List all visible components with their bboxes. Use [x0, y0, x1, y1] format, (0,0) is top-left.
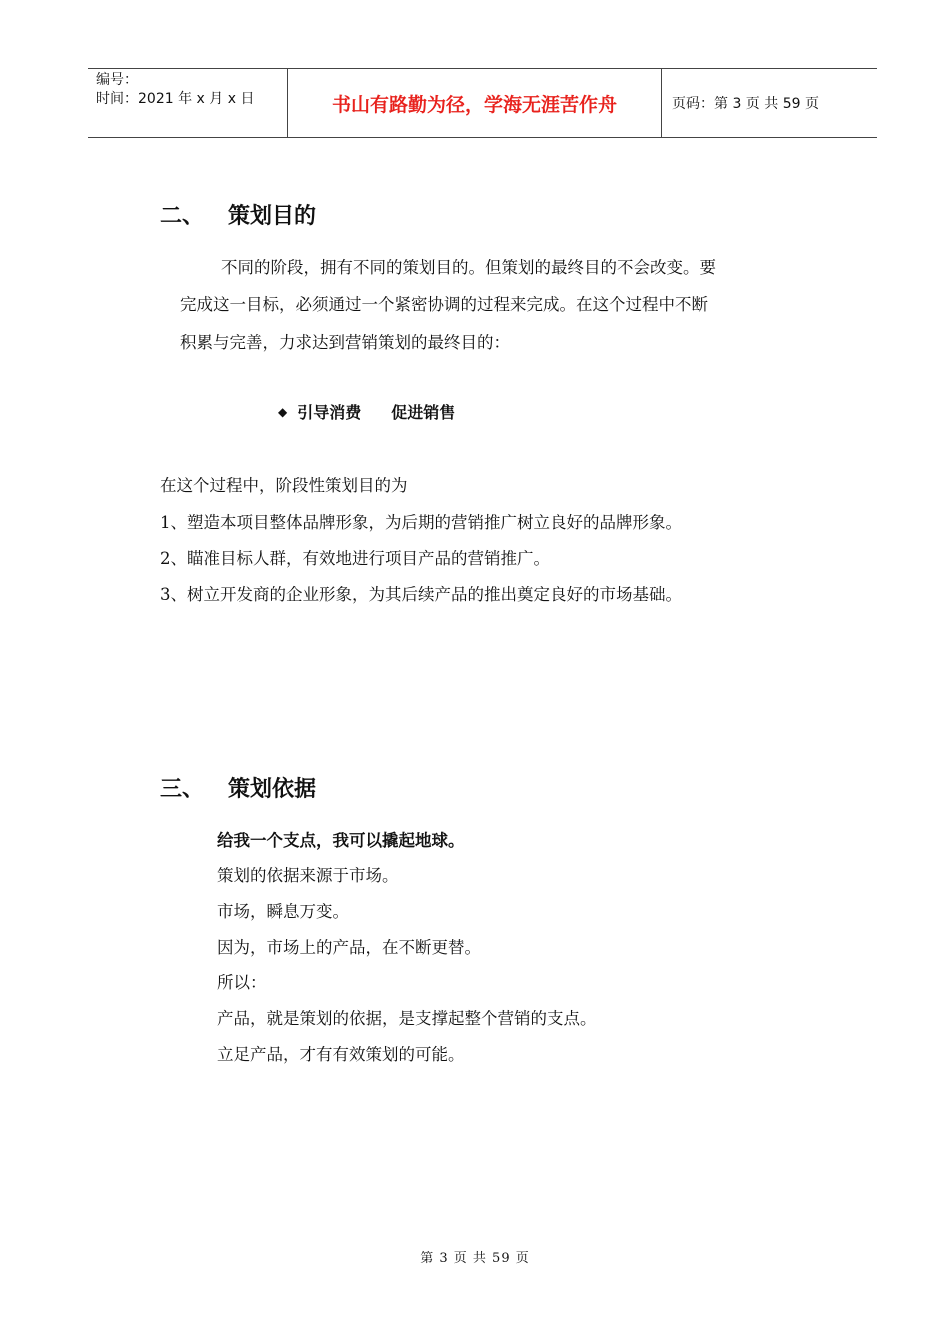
section-2-title: 策划目的	[228, 204, 317, 229]
bullet-text-a: 引导消费	[297, 403, 362, 422]
section-3-line: 产品，就是策划的依据，是支撑起整个营销的支点。	[217, 1009, 597, 1028]
page-footer: 第 3 页 共 59 页	[420, 1251, 530, 1266]
header-page-info: 页码：第 3 页 共 59 页	[672, 96, 819, 112]
section-3-line: 策划的依据来源于市场。	[217, 866, 399, 885]
header-meta	[88, 69, 288, 137]
section-2-para-line: 完成这一目标，必须通过一个紧密协调的过程来完成。在这个过程中不断	[180, 295, 708, 314]
section-3-title: 策划依据	[228, 777, 317, 802]
list-item: 2、瞄准目标人群，有效地进行项目产品的营销推广。	[160, 549, 550, 568]
header-motto: 书山有路勤为径，学海无涯苦作舟	[288, 69, 662, 137]
section-3-lead: 给我一个支点，我可以撬起地球。	[217, 831, 465, 850]
section-3-line: 因为，市场上的产品，在不断更替。	[217, 938, 481, 957]
section-3-line: 所以：	[217, 973, 267, 992]
section-3-heading	[160, 772, 316, 803]
section-2-heading	[160, 199, 316, 230]
section-2-number: 二、	[160, 204, 205, 229]
header-number-label: 编号：	[96, 72, 138, 88]
section-3-line: 市场，瞬息万变。	[217, 902, 349, 921]
header-date: 时间：2021 年 x 月 x 日	[96, 91, 255, 107]
section-2-intro: 在这个过程中，阶段性策划目的为	[160, 476, 408, 495]
list-item: 1、塑造本项目整体品牌形象，为后期的营销推广树立良好的品牌形象。	[160, 513, 682, 532]
section-2-para-line: 不同的阶段，拥有不同的策划目的。但策划的最终目的不会改变。要	[221, 258, 716, 277]
bullet-text-b: 促进销售	[391, 403, 456, 422]
section-3-line: 立足产品，才有有效策划的可能。	[217, 1045, 465, 1064]
list-item: 3、树立开发商的企业形象，为其后续产品的推出奠定良好的市场基础。	[160, 585, 682, 604]
diamond-bullet-icon: ◆	[278, 405, 288, 419]
section-3-number: 三、	[160, 777, 205, 802]
page-header	[88, 68, 877, 138]
section-2-para-line: 积累与完善，力求达到营销策划的最终目的：	[180, 333, 510, 352]
bullet-item	[278, 400, 455, 423]
